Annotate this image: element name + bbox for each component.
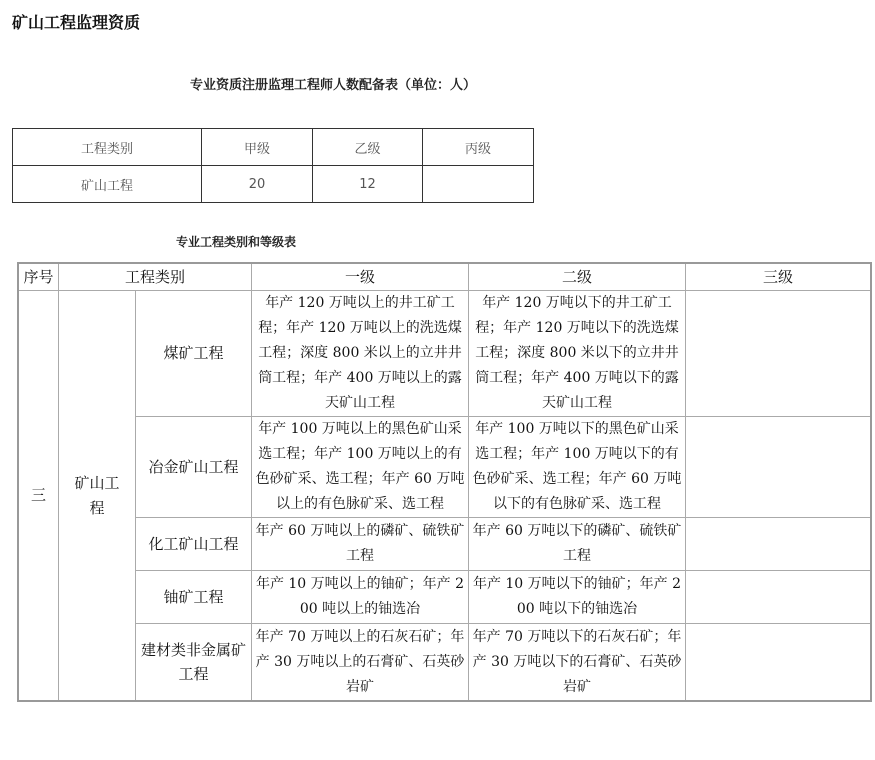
grade-table-caption: 专业工程类别和等级表	[176, 235, 297, 249]
cell-sub: 铀矿工程	[136, 571, 252, 624]
cell-grade-a: 20	[202, 166, 313, 203]
header-category: 工程类别	[13, 129, 202, 166]
grade-table	[17, 262, 872, 702]
table-row	[13, 166, 534, 203]
cell-grade2: 年产 60 万吨以下的磷矿、硫铁矿工程	[469, 518, 686, 571]
cell-grade3	[686, 518, 872, 571]
table-header-row	[18, 263, 871, 291]
cell-grade-c	[423, 166, 534, 203]
header-category: 工程类别	[59, 263, 252, 291]
cell-grade3	[686, 571, 872, 624]
cell-sub: 煤矿工程	[136, 291, 252, 417]
table-header-row	[13, 129, 534, 166]
cell-grade1: 年产 10 万吨以上的铀矿；年产 200 吨以上的铀选冶	[252, 571, 469, 624]
cell-grade1: 年产 60 万吨以上的磷矿、硫铁矿工程	[252, 518, 469, 571]
cell-grade3	[686, 417, 872, 518]
cell-grade2: 年产 70 万吨以下的石灰石矿；年产 30 万吨以下的石膏矿、石英砂岩矿	[469, 624, 686, 702]
staffing-table-caption: 专业资质注册监理工程师人数配备表（单位：人）	[190, 78, 477, 93]
cell-grade-b: 12	[313, 166, 423, 203]
cell-grade3	[686, 291, 872, 417]
cell-grade3	[686, 624, 872, 702]
cell-sub: 冶金矿山工程	[136, 417, 252, 518]
cell-sub: 化工矿山工程	[136, 518, 252, 571]
table-row	[18, 291, 871, 417]
cell-seq: 三	[18, 291, 59, 702]
cell-category: 矿山工程	[13, 166, 202, 203]
staffing-table	[12, 128, 534, 203]
cell-grade2: 年产 10 万吨以下的铀矿；年产 200 吨以下的铀选冶	[469, 571, 686, 624]
page-title: 矿山工程监理资质	[12, 13, 141, 32]
cell-grade2: 年产 120 万吨以下的井工矿工程；年产 120 万吨以下的洗选煤工程；深度 800 米以下的立井井筒工程；年产 400 万吨以下的露天矿山工程	[469, 291, 686, 417]
cell-grade1: 年产 100 万吨以上的黑色矿山采选工程；年产 100 万吨以上的有色砂矿采、选工程；年产 60 万吨以上的有色脉矿采、选工程	[252, 417, 469, 518]
table-row	[18, 624, 871, 702]
cell-grade1: 年产 120 万吨以上的井工矿工程；年产 120 万吨以上的洗选煤工程；深度 800 米以上的立井井筒工程；年产 400 万吨以上的露天矿山工程	[252, 291, 469, 417]
table-row	[18, 571, 871, 624]
cell-grade2: 年产 100 万吨以下的黑色矿山采选工程；年产 100 万吨以下的有色砂矿采、选工程；年产 60 万吨以下的有色脉矿采、选工程	[469, 417, 686, 518]
table-row	[18, 518, 871, 571]
header-seq: 序号	[18, 263, 59, 291]
header-grade3: 三级	[686, 263, 872, 291]
header-grade-b: 乙级	[313, 129, 423, 166]
header-grade1: 一级	[252, 263, 469, 291]
header-grade-a: 甲级	[202, 129, 313, 166]
cell-sub: 建材类非金属矿工程	[136, 624, 252, 702]
cell-category: 矿山工程	[59, 291, 136, 702]
header-grade2: 二级	[469, 263, 686, 291]
header-grade-c: 丙级	[423, 129, 534, 166]
table-row	[18, 417, 871, 518]
cell-grade1: 年产 70 万吨以上的石灰石矿；年产 30 万吨以上的石膏矿、石英砂岩矿	[252, 624, 469, 702]
